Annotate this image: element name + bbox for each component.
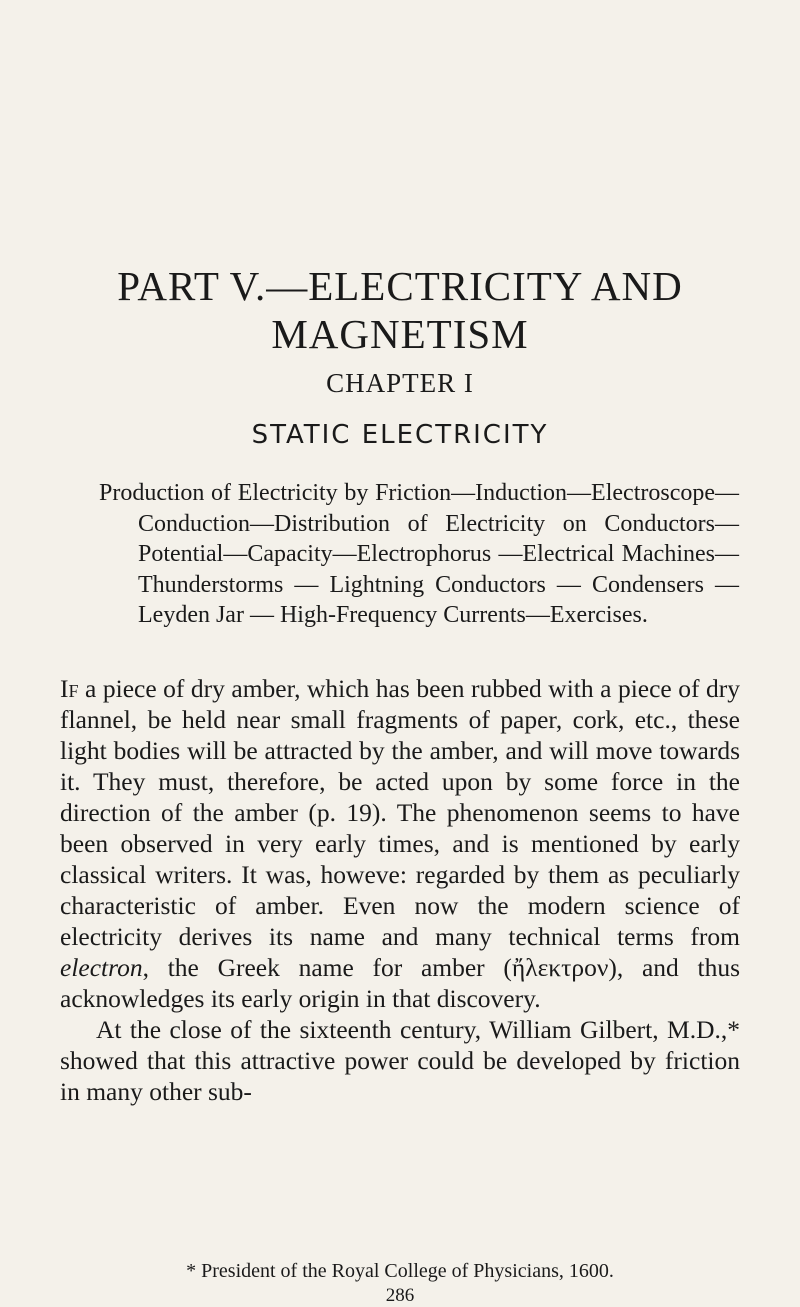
paragraph-1-text-a: a piece of dry amber, which has been rubbed with a piece of dry flannel, be held near small fragments of paper, cork, etc., these light bodies will be attracted by the amber, and will move towards it. They must, therefore, be acted upon by some force in the direction of the amber (p. 19). The phenomenon seems to have been observed in very early times, and is mentioned by early classical writers. It was, howeve: regarded by them as peculiarly characteristic of amber. Even now the modern science of electricity derives its name and many technical terms from bbox=[60, 674, 740, 951]
italic-term: electron bbox=[60, 953, 143, 982]
body-text bbox=[60, 673, 740, 1107]
chapter-label: CHAPTER I bbox=[326, 368, 474, 398]
part-title-line-2: MAGNETISM bbox=[271, 311, 529, 357]
paragraph-1-lead: If bbox=[60, 674, 79, 703]
footnote: * President of the Royal College of Physicians, 1600. bbox=[186, 1260, 614, 1282]
chapter-synopsis: Production of Electricity by Friction—Induction—Electroscope—Conduction—Distribution of Electricity on Conductors—Potential—Capacity—Electrophorus —Electrical Machines—Thunderstorms — Lightning Conductors — Condensers — Leyden Jar — High-Frequency Currents—Exercises. bbox=[99, 480, 739, 628]
chapter-title: STATIC ELECTRICITY bbox=[251, 420, 549, 450]
part-title bbox=[0, 262, 800, 358]
page-number: 286 bbox=[385, 1285, 415, 1306]
part-title-line-1: PART V.—ELECTRICITY AND bbox=[117, 263, 683, 309]
paragraph-1 bbox=[60, 673, 740, 1014]
paragraph-2: At the close of the sixteenth century, William Gilbert, M.D.,* showed that this attractive power could be developed by friction in many other sub- bbox=[60, 1015, 740, 1106]
paragraph-1-text-b: , the Greek name for amber (ἤλεκτρον), and thus acknowledges its early origin in that discovery. bbox=[60, 953, 740, 1013]
